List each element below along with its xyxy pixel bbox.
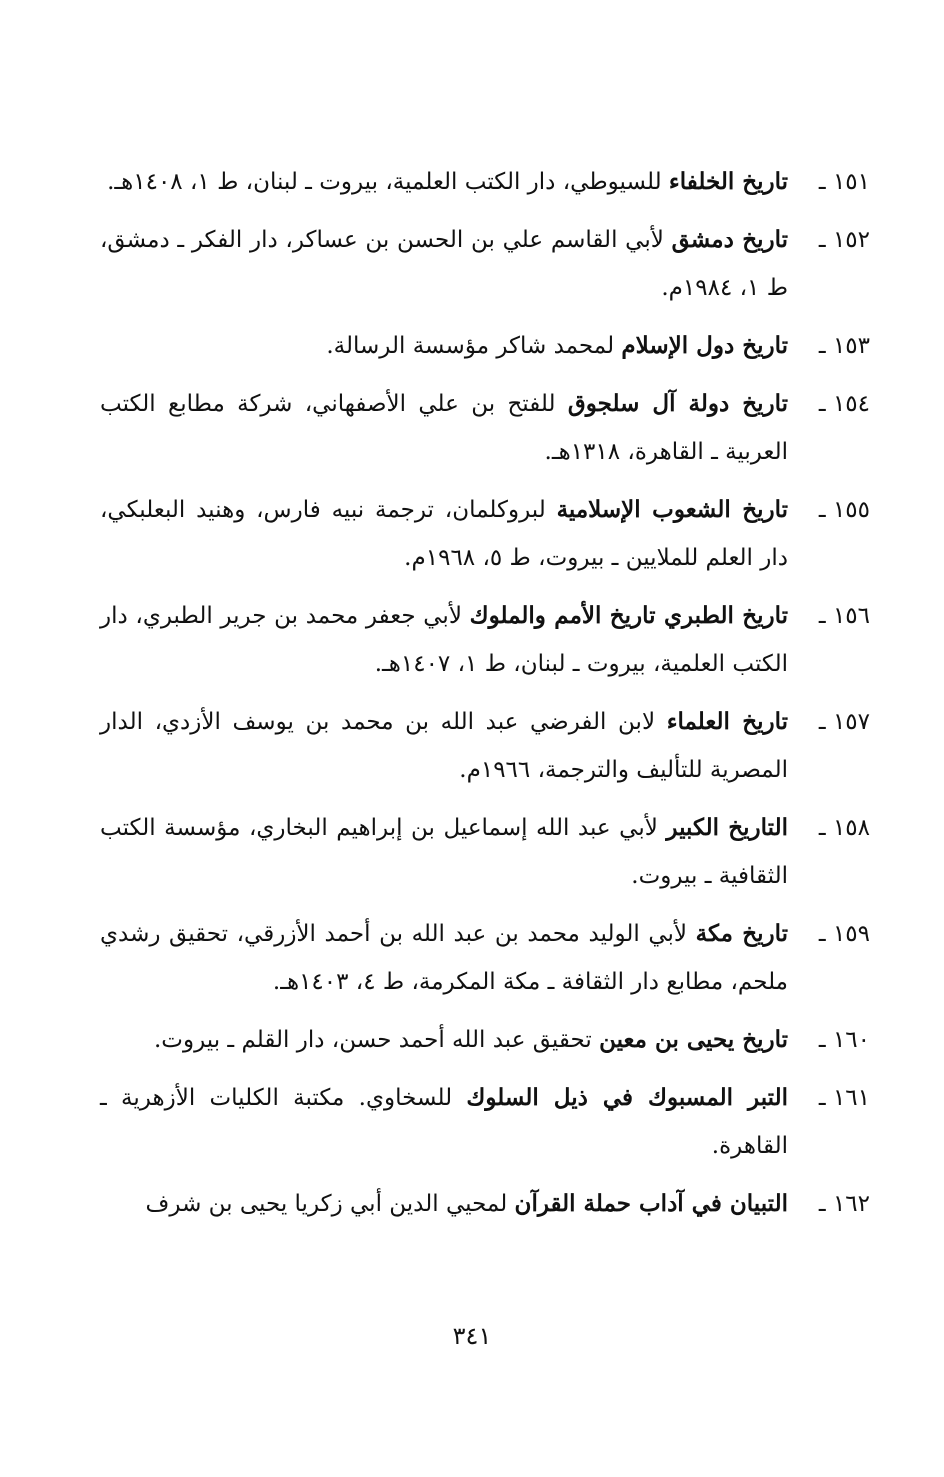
bibliography-entry (100, 1016, 870, 1064)
bibliography-entry (100, 910, 870, 1006)
entry-details: لأبي الوليد محمد بن عبد الله بن أحمد الأزرقي، تحقيق رشدي ملحم، مطابع دار الثقافة ـ مكة المكرمة، ط ٤، ١٤٠٣هـ. (100, 921, 788, 995)
entry-details: لبروكلمان، ترجمة نبيه فارس، وهنيد البعلبكي، دار العلم للملايين ـ بيروت، ط ٥، ١٩٦٨م. (100, 497, 788, 571)
bibliography-entry (100, 698, 870, 794)
entry-details: لأبي عبد الله إسماعيل بن إبراهيم البخاري، مؤسسة الكتب الثقافية ـ بيروت. (100, 815, 788, 889)
entry-number: ١٥١ ـ (818, 169, 870, 195)
entry-title: تاريخ الطبري تاريخ الأمم والملوك (469, 602, 788, 629)
entry-title: التبر المسبوك في ذيل السلوك (466, 1084, 788, 1111)
entry-number: ١٥٧ ـ (818, 709, 870, 735)
entry-details: لابن الفرضي عبد الله بن محمد بن يوسف الأزدي، الدار المصرية للتأليف والترجمة، ١٩٦٦م. (100, 709, 788, 783)
bibliography-entry (100, 158, 870, 206)
entry-number: ١٥٦ ـ (818, 603, 870, 629)
entry-details: للسيوطي، دار الكتب العلمية، بيروت ـ لبنان، ط ١، ١٤٠٨هـ. (107, 169, 662, 195)
entry-number: ١٦٠ ـ (818, 1027, 870, 1053)
bibliography-list (100, 158, 870, 1238)
entry-title: التاريخ الكبير (666, 814, 789, 841)
bibliography-entry (100, 592, 870, 688)
entry-title: تاريخ دول الإسلام (621, 332, 788, 359)
entry-details: لأبي جعفر محمد بن جرير الطبري، دار الكتب العلمية، بيروت ـ لبنان، ط ١، ١٤٠٧هـ. (100, 603, 788, 677)
bibliography-entry (100, 1180, 870, 1228)
bibliography-entry (100, 1074, 870, 1170)
entry-details: تحقيق عبد الله أحمد حسن، دار القلم ـ بيروت. (154, 1027, 592, 1053)
bibliography-entry (100, 804, 870, 900)
entry-title: تاريخ الخلفاء (668, 168, 788, 195)
entry-title: التبيان في آداب حملة القرآن (514, 1190, 788, 1217)
entry-details: للسخاوي. مكتبة الكليات الأزهرية ـ القاهرة. (100, 1085, 788, 1159)
entry-details: لمحمد شاكر مؤسسة الرسالة. (326, 333, 615, 359)
entry-number: ١٥٤ ـ (818, 391, 870, 417)
entry-number: ١٦١ ـ (818, 1085, 870, 1111)
bibliography-entry (100, 380, 870, 476)
entry-number: ١٦٢ ـ (818, 1191, 870, 1217)
entry-title: تاريخ مكة (695, 920, 789, 947)
entry-details: لأبي القاسم علي بن الحسن بن عساكر، دار الفكر ـ دمشق، ط ١، ١٩٨٤م. (100, 227, 788, 301)
entry-title: تاريخ الشعوب الإسلامية (556, 496, 789, 523)
page-number: ٣٤١ (452, 1322, 492, 1350)
entry-title: تاريخ العلماء (666, 708, 788, 735)
entry-number: ١٥٣ ـ (818, 333, 870, 359)
bibliography-entry (100, 322, 870, 370)
entry-details: للفتح بن علي الأصفهاني، شركة مطابع الكتب العربية ـ القاهرة، ١٣١٨هـ. (100, 391, 788, 465)
bibliography-entry (100, 486, 870, 582)
entry-number: ١٥٨ ـ (818, 815, 870, 841)
entry-title: تاريخ دمشق (671, 226, 789, 253)
entry-number: ١٥٥ ـ (818, 497, 870, 523)
entry-number: ١٥٩ ـ (818, 921, 870, 947)
entry-title: تاريخ دولة آل سلجوق (567, 390, 789, 417)
entry-title: تاريخ يحيى بن معين (599, 1026, 788, 1053)
entry-number: ١٥٢ ـ (818, 227, 870, 253)
entry-details: لمحيي الدين أبي زكريا يحيى بن شرف (145, 1191, 508, 1217)
bibliography-entry (100, 216, 870, 312)
